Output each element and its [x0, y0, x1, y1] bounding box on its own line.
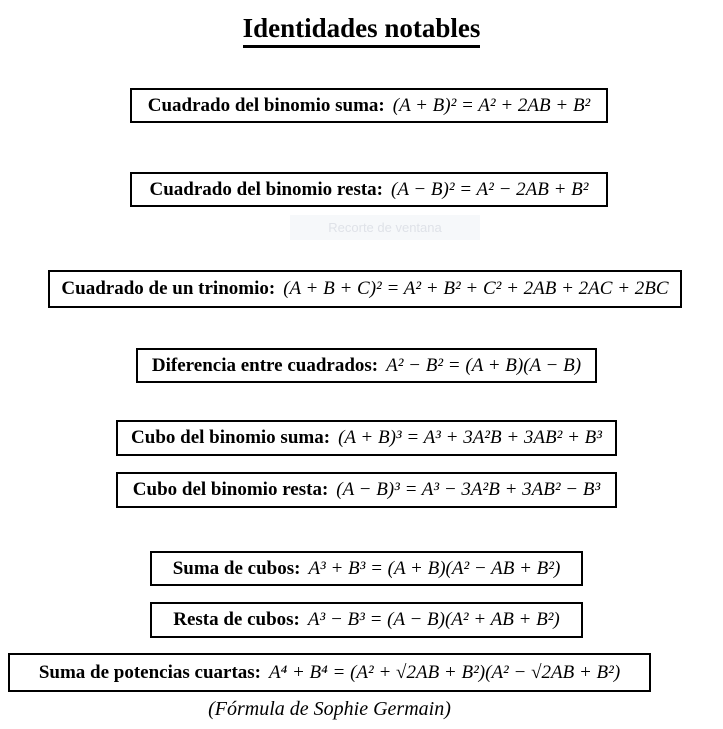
identity-formula: A⁴ + B⁴ = (A² + √2AB + B²)(A² − √2AB + B²): [269, 661, 621, 683]
identity-box-cuadrado-binomio-suma: [130, 88, 608, 123]
identity-label: Cuadrado del binomio suma:: [147, 94, 385, 116]
identity-label: Cuadrado de un trinomio:: [61, 278, 276, 299]
identity-label: Suma de potencias cuartas:: [38, 661, 262, 683]
sophie-germain-note: (Fórmula de Sophie Germain): [208, 698, 451, 720]
identity-formula: A² − B² = (A + B)(A − B): [386, 354, 582, 376]
identity-label: Cuadrado del binomio resta:: [149, 178, 383, 200]
identity-box-resta-cubos: [150, 602, 583, 638]
identity-box-cubo-binomio-resta: [116, 472, 617, 508]
page-title: Identidades notables: [243, 14, 481, 48]
identity-formula: (A + B)³ = A³ + 3A²B + 3AB² + B³: [338, 427, 602, 448]
identity-formula: (A − B)³ = A³ − 3A²B + 3AB² − B³: [336, 479, 601, 500]
identity-formula: (A + B)² = A² + 2AB + B²: [392, 94, 591, 116]
identity-box-diferencia-cuadrados: [136, 348, 597, 383]
snipping-tool-overlay: [290, 215, 480, 240]
identity-box-cubo-binomio-suma: [116, 420, 617, 456]
identity-box-suma-cubos: [150, 551, 583, 586]
identity-formula: A³ + B³ = (A + B)(A² − AB + B²): [308, 557, 561, 579]
identity-label: Suma de cubos:: [172, 557, 301, 579]
identity-label: Cubo del binomio suma:: [131, 427, 331, 448]
identity-label: Diferencia entre cuadrados:: [151, 354, 379, 376]
title-container: [0, 14, 723, 48]
identity-formula: A³ − B³ = (A − B)(A² + AB + B²): [307, 609, 560, 630]
identity-box-cuadrado-trinomio: [48, 270, 682, 308]
identity-label: Resta de cubos:: [173, 609, 300, 630]
identity-box-suma-potencias-cuartas: [8, 653, 651, 692]
snipping-tool-overlay-label: Recorte de ventana: [328, 220, 442, 235]
identity-formula: (A + B + C)² = A² + B² + C² + 2AB + 2AC + 2BC: [283, 278, 669, 299]
identity-formula: (A − B)² = A² − 2AB + B²: [391, 178, 589, 200]
identity-box-cuadrado-binomio-resta: [130, 172, 608, 207]
identity-label: Cubo del binomio resta:: [132, 479, 329, 500]
